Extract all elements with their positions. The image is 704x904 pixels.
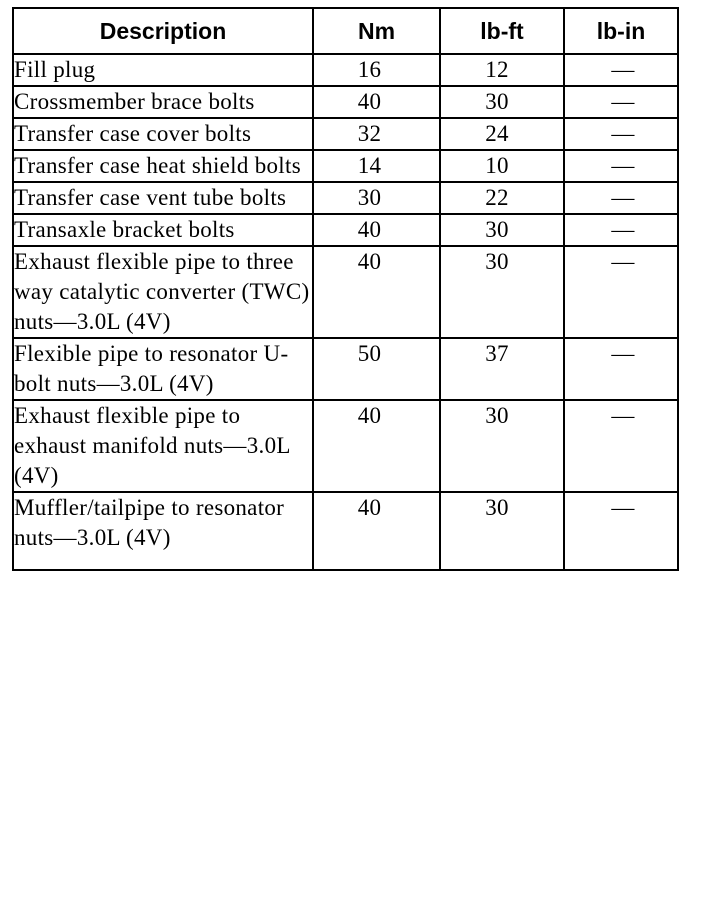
row-lbft-value: 37 [485,341,509,366]
row-description: Crossmember brace bolts [13,86,313,118]
row-nm-cell [313,400,440,492]
column-header-lbft: lb-ft [440,8,564,54]
row-lbft-cell [440,214,564,246]
table-row [13,246,678,338]
row-nm-value: 40 [357,249,382,274]
row-lbft-value: 22 [485,185,509,210]
row-lbft-cell [440,246,564,338]
column-header-nm: Nm [313,8,440,54]
row-lbin-cell [564,54,678,86]
row-description: Transaxle bracket bolts [13,214,313,246]
column-header-lbin: lb-in [564,8,678,54]
row-lbft-cell [440,86,564,118]
row-lbft-cell [440,54,564,86]
row-description: Exhaust flexible pipe to three way catalytic converter (TWC) nuts—3.0L (4V) [13,246,313,338]
table-row [13,54,678,86]
row-nm-cell [313,492,440,570]
row-description: Transfer case vent tube bolts [13,182,313,214]
row-nm-value: 16 [357,57,382,82]
row-description: Muffler/tailpipe to resonator nuts—3.0L (4V) [13,492,313,570]
row-lbft-cell [440,400,564,492]
row-lbin-cell [564,150,678,182]
row-lbin-value: — [611,121,635,146]
row-lbft-cell [440,150,564,182]
row-lbft-cell [440,338,564,400]
row-nm-value: 50 [357,341,382,366]
row-lbin-cell [564,86,678,118]
row-lbin-value: — [611,185,635,210]
row-lbft-value: 30 [485,217,509,242]
row-lbft-value: 30 [485,89,509,114]
table-row [13,492,678,570]
row-nm-value: 14 [357,153,382,178]
table-row [13,150,678,182]
table-header-row [13,8,678,54]
row-nm-value: 32 [357,121,382,146]
row-lbft-value: 30 [485,495,509,520]
row-nm-cell [313,338,440,400]
row-nm-cell [313,150,440,182]
row-lbft-cell [440,118,564,150]
row-lbin-value: — [611,89,635,114]
row-lbft-value: 30 [485,403,509,428]
row-lbin-cell [564,338,678,400]
row-lbft-value: 10 [485,153,509,178]
table-row [13,214,678,246]
row-lbin-value: — [611,495,635,520]
row-lbft-cell [440,492,564,570]
row-lbin-value: — [611,153,635,178]
row-description: Transfer case cover bolts [13,118,313,150]
row-lbin-cell [564,214,678,246]
row-lbin-value: — [611,57,635,82]
row-lbft-value: 30 [485,249,509,274]
row-description: Flexible pipe to resonator U-bolt nuts—3.0L (4V) [13,338,313,400]
row-lbin-value: — [611,217,635,242]
row-lbft-value: 24 [485,121,509,146]
row-lbin-cell [564,246,678,338]
row-nm-cell [313,118,440,150]
row-lbin-value: — [611,341,635,366]
row-lbin-cell [564,182,678,214]
row-lbin-cell [564,118,678,150]
table-row [13,400,678,492]
table-row [13,86,678,118]
table-row [13,338,678,400]
row-nm-value: 40 [357,403,382,428]
table-row [13,118,678,150]
row-nm-cell [313,182,440,214]
row-lbft-cell [440,182,564,214]
table-row [13,182,678,214]
row-nm-value: 40 [357,495,382,520]
row-description: Transfer case heat shield bolts [13,150,313,182]
row-nm-cell [313,246,440,338]
row-nm-value: 40 [357,89,382,114]
row-description: Fill plug [13,54,313,86]
row-lbin-value: — [611,403,635,428]
row-nm-cell [313,54,440,86]
row-lbin-cell [564,492,678,570]
row-nm-cell [313,214,440,246]
torque-spec-table [12,7,679,571]
row-nm-value: 40 [357,217,382,242]
row-lbin-cell [564,400,678,492]
row-nm-value: 30 [357,185,382,210]
column-header-description: Description [13,8,313,54]
row-description: Exhaust flexible pipe to exhaust manifold nuts—3.0L (4V) [13,400,313,492]
row-lbin-value: — [611,249,635,274]
row-nm-cell [313,86,440,118]
row-lbft-value: 12 [485,57,509,82]
